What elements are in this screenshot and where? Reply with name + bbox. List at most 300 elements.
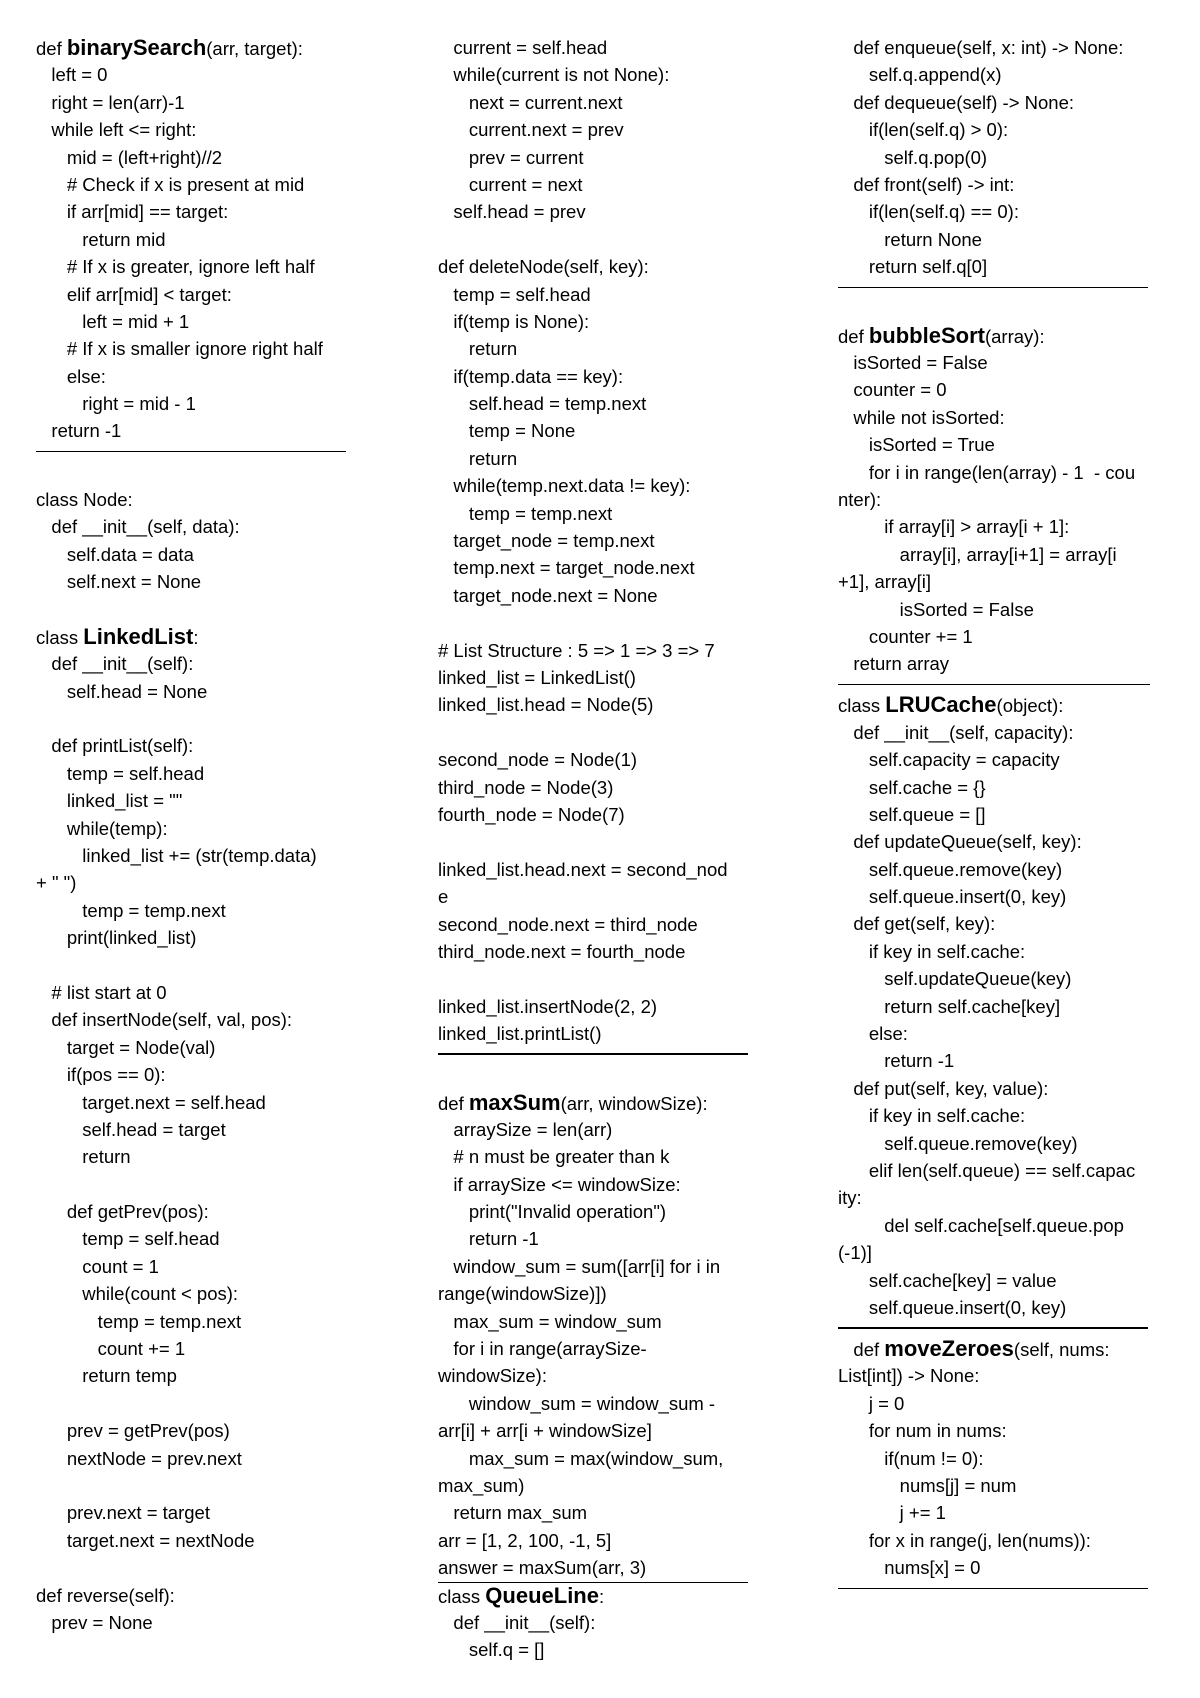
code-text: print(linked_list) [36,927,197,949]
code-text: third_node.next = fourth_node [438,940,686,962]
code-text: max_sum = window_sum [438,1310,662,1332]
code-line [438,856,758,883]
code-text: self.cache[key] = value [838,1269,1057,1291]
code-text: target.next = self.head [36,1091,266,1113]
code-line [36,198,366,225]
code-line [838,650,1178,677]
code-text: return max_sum [438,1502,588,1524]
code-line [438,61,758,88]
code-signature: (arr, windowSize): [560,1092,708,1114]
code-line [438,1308,758,1335]
code-line [438,1472,758,1499]
blank-line [438,965,758,992]
code-line [838,34,1178,61]
code-text: temp = None [438,420,576,442]
code-line [438,500,758,527]
blank-line [438,226,758,253]
code-line [438,253,758,280]
code-line [838,1157,1178,1184]
code-line [438,116,758,143]
code-text: third_node = Node(3) [438,776,614,798]
code-text: for x in range(j, len(nums)): [838,1529,1091,1551]
code-text: self.queue.remove(key) [838,1132,1078,1154]
code-text: while(temp.next.data != key): [438,475,691,497]
code-text: fourth_node = Node(7) [438,803,625,825]
code-column-middle [438,34,758,1664]
code-text: # Check if x is present at mid [36,173,305,195]
code-line [36,979,366,1006]
code-text: temp.next = target_node.next [438,557,695,579]
code-line [838,856,1178,883]
function-name: binarySearch [66,35,207,60]
code-text: arr = [1, 2, 100, -1, 5] [438,1529,612,1551]
code-text: temp = temp.next [36,899,226,921]
code-text: return self.cache[key] [838,995,1061,1017]
code-line [438,1020,758,1047]
code-line [36,1006,366,1033]
code-text: return [438,338,518,360]
code-text: def deleteNode(self, key): [438,256,649,278]
code-line [838,1417,1178,1444]
code-text: target_node.next = None [438,584,658,606]
code-line [36,1335,366,1362]
code-text: current = self.head [438,37,608,58]
code-line-heading [838,322,1178,349]
code-signature: (object): [996,695,1064,717]
section-divider [838,281,1178,295]
code-text: if(temp.data == key): [438,365,624,387]
code-text: range(windowSize)]) [438,1283,607,1305]
code-line [36,541,366,568]
code-signature: : [598,1585,605,1607]
code-line [438,774,758,801]
code-text: isSorted = False [838,598,1034,620]
code-line [438,1116,758,1143]
code-text: self.q.append(x) [838,64,1002,86]
code-line [838,404,1178,431]
code-text: return array [838,653,950,675]
code-line [36,171,366,198]
code-line [838,1047,1178,1074]
code-line [838,459,1178,486]
code-line [36,486,366,513]
code-text: def printList(self): [36,735,194,757]
code-line [36,1089,366,1116]
code-line [36,1527,366,1554]
code-text: # If x is smaller ignore right half [36,338,323,360]
code-text: temp = self.head [36,1228,220,1250]
code-text: # list start at 0 [36,981,167,1003]
code-text: count += 1 [36,1338,186,1360]
blank-line [36,952,366,979]
code-text: prev.next = target [36,1502,210,1524]
code-line-heading [438,1089,758,1116]
section-divider [438,1047,758,1061]
code-line [438,1499,758,1526]
code-line [438,1335,758,1362]
code-line [438,281,758,308]
blank-line [838,294,1178,321]
code-text: elif len(self.queue) == self.capac [838,1160,1136,1181]
code-column-right [838,34,1178,1595]
code-text: if arr[mid] == target: [36,201,229,223]
code-text: if(pos == 0): [36,1064,166,1086]
code-text: linked_list += (str(temp.data) [36,845,317,867]
code-line [838,1130,1178,1157]
code-text: return [36,1146,131,1168]
code-line [438,1417,758,1444]
code-line [36,1143,366,1170]
code-text: for num in nums: [838,1420,1007,1442]
code-text: target_node = temp.next [438,530,655,552]
blank-line [36,596,366,623]
code-line [36,1417,366,1444]
code-line [36,1280,366,1307]
code-line [838,1075,1178,1102]
code-text: next = current.next [438,91,623,113]
code-text: linked_list = LinkedList() [438,666,636,688]
code-line [838,513,1178,540]
code-text: def __init__(self, capacity): [838,721,1074,743]
code-line [36,1445,366,1472]
code-line [438,472,758,499]
code-line [838,623,1178,650]
code-text: def reverse(self): [36,1584,175,1606]
blank-line [36,1171,366,1198]
code-line [438,1171,758,1198]
code-text: nums[x] = 0 [838,1557,981,1579]
code-line [838,116,1178,143]
blank-line [438,609,758,636]
code-text: e [438,886,449,908]
code-text: isSorted = False [838,351,988,373]
code-text: self.data = data [36,543,194,565]
section-divider [838,678,1178,692]
code-text: left = mid + 1 [36,310,190,332]
code-text: counter += 1 [838,625,973,647]
code-line [838,61,1178,88]
code-text: def __init__(self, data): [36,516,240,538]
function-name: QueueLine [485,1582,599,1608]
code-line [36,1362,366,1389]
code-text: def insertNode(self, val, pos): [36,1009,293,1031]
code-text: right = mid - 1 [36,393,196,415]
code-text: self.head = temp.next [438,393,647,415]
function-name: bubbleSort [868,322,985,348]
code-line [36,417,366,444]
code-line [838,568,1178,595]
code-line [838,1020,1178,1047]
code-line [438,1636,758,1663]
code-line [838,1527,1178,1554]
code-line [838,1472,1178,1499]
code-text: nums[j] = num [838,1474,1017,1496]
code-line [36,144,366,171]
code-line [438,554,758,581]
code-text: def getPrev(pos): [36,1201,209,1223]
code-text: current = next [438,173,583,195]
blank-line [36,459,366,486]
code-text: print("Invalid operation") [438,1201,667,1223]
code-line [438,308,758,335]
code-line [838,1102,1178,1129]
code-line-heading [36,623,366,650]
code-line [438,938,758,965]
code-line [838,1554,1178,1581]
code-line [36,513,366,540]
code-line [36,89,366,116]
code-text: array[i], array[i+1] = array[i [838,543,1117,565]
code-text: temp = temp.next [36,1310,242,1332]
code-line [36,61,366,88]
code-text: temp = self.head [438,283,591,305]
code-line [36,815,366,842]
code-line [838,1239,1178,1266]
code-text: return self.q[0] [838,256,988,278]
code-line [438,1362,758,1389]
code-line [438,1225,758,1252]
code-text: nter): [838,488,882,510]
code-line [36,1116,366,1143]
code-text: right = len(arr)-1 [36,91,185,113]
code-line [438,1609,758,1636]
code-text: target = Node(val) [36,1036,216,1058]
code-line [36,116,366,143]
code-text: def enqueue(self, x: int) -> None: [838,37,1124,58]
blank-line [438,719,758,746]
code-text: self.q = [] [438,1639,545,1661]
code-text: if(len(self.q) > 0): [838,119,1009,141]
code-text: current.next = prev [438,119,624,141]
code-text: return -1 [36,420,122,442]
code-text: def dequeue(self) -> None: [838,91,1075,113]
code-keyword-prefix: class [838,695,886,717]
code-line [438,993,758,1020]
code-text: self.head = target [36,1118,226,1140]
function-name: maxSum [468,1089,561,1115]
code-text: self.queue = [] [838,803,986,825]
code-text: return [438,447,518,469]
code-line [838,719,1178,746]
code-text: temp = temp.next [438,502,613,524]
code-text: while(current is not None): [438,64,670,86]
code-line [438,1554,758,1581]
code-line [438,335,758,362]
code-text: self.next = None [36,571,202,593]
code-line [36,787,366,814]
code-text: del self.cache[self.queue.pop [838,1214,1124,1236]
code-line [36,1061,366,1088]
code-line [438,1198,758,1225]
code-text: j = 0 [838,1392,905,1414]
code-line [438,417,758,444]
code-signature: (array): [984,325,1045,347]
code-text: class Node: [36,488,133,510]
section-divider [838,1321,1178,1335]
code-line [838,828,1178,855]
code-text: answer = maxSum(arr, 3) [438,1554,748,1582]
code-line [838,144,1178,171]
code-text: prev = current [438,146,584,168]
code-text: second_node.next = third_node [438,913,698,935]
code-line [838,1445,1178,1472]
code-line [36,1308,366,1335]
code-line [36,678,366,705]
code-line [36,308,366,335]
code-text: prev = None [36,1611,153,1633]
code-line [838,910,1178,937]
code-text: max_sum) [438,1475,525,1496]
code-line [838,171,1178,198]
code-line [36,897,366,924]
code-text: def front(self) -> int: [838,173,1015,195]
code-text: linked_list = "" [36,790,183,812]
code-text: linked_list.insertNode(2, 2) [438,995,658,1017]
code-text: if(num != 0): [838,1447,984,1469]
code-line [838,965,1178,992]
code-keyword-prefix: def [36,38,67,59]
code-signature: : [193,626,199,648]
code-text: while not isSorted: [838,406,1005,428]
code-line [438,883,758,910]
code-text: counter = 0 [838,379,947,401]
function-name: LRUCache [885,692,997,718]
code-text: if(len(self.q) == 0): [838,201,1019,223]
code-text: (-1)] [838,1242,872,1264]
code-line [438,664,758,691]
code-text: return -1 [438,1228,539,1250]
code-text: else: [838,1023,908,1045]
code-line [36,924,366,951]
code-text: second_node = Node(1) [438,749,638,771]
code-line [838,774,1178,801]
code-text: prev = getPrev(pos) [36,1420,230,1442]
code-line [838,376,1178,403]
code-line [838,1267,1178,1294]
code-text: self.q.pop(0) [838,146,988,168]
code-line [838,253,1178,280]
code-line [838,89,1178,116]
code-keyword-prefix: def [838,1339,885,1361]
code-text: if key in self.cache: [838,940,1026,962]
code-line [838,596,1178,623]
code-line [36,253,366,280]
code-text: nextNode = prev.next [36,1447,242,1469]
code-line [36,335,366,362]
code-line [838,541,1178,568]
code-signature: (arr, target): [206,38,303,59]
code-text: linked_list.printList() [438,1023,602,1045]
code-line [36,760,366,787]
code-line-heading [838,691,1178,718]
code-line [36,226,366,253]
code-line-heading [438,1582,758,1609]
code-text: if(temp is None): [438,310,590,332]
code-text: def updateQueue(self, key): [838,831,1082,853]
code-text: # If x is greater, ignore left half [36,256,315,278]
code-line [838,1212,1178,1239]
code-line [838,746,1178,773]
code-text: self.head = prev [438,201,586,223]
code-text: window_sum = window_sum - [438,1392,716,1414]
code-text: for i in range(len(array) - 1 - cou [838,461,1136,483]
code-line [838,1362,1178,1389]
code-text: ity: [838,1187,862,1209]
code-text: mid = (left+right)//2 [36,146,223,168]
code-text: left = 0 [36,64,108,86]
code-text: self.capacity = capacity [838,749,1060,771]
code-text: while(count < pos): [36,1283,239,1305]
code-line [438,527,758,554]
code-line [36,1253,366,1280]
code-text: # n must be greater than k [438,1146,670,1168]
code-text: linked_list.head.next = second_nod [438,858,728,880]
code-line [438,1527,758,1554]
code-text: return None [838,228,982,250]
code-text: # List Structure : 5 => 1 => 3 => 7 [438,639,715,661]
code-line [438,34,758,61]
code-text: +1], array[i] [838,571,932,593]
blank-line [36,1554,366,1581]
code-line [36,1198,366,1225]
code-line [438,911,758,938]
code-text: if array[i] > array[i + 1]: [838,516,1070,538]
code-line [438,1445,758,1472]
code-text: return mid [36,228,166,250]
code-text: if arraySize <= windowSize: [438,1173,681,1195]
code-line [36,568,366,595]
blank-line [36,705,366,732]
code-text: def put(self, key, value): [838,1077,1049,1099]
code-keyword-prefix: def [838,325,869,347]
code-text: else: [36,365,106,387]
blank-line [36,1472,366,1499]
code-line [36,650,366,677]
blank-line [438,1061,758,1088]
code-signature: (self, nums: [1013,1339,1110,1361]
code-line [36,842,366,869]
code-text: self.queue.insert(0, key) [838,886,1067,908]
code-keyword-prefix: def [438,1092,469,1114]
code-line [838,993,1178,1020]
code-line [438,801,758,828]
code-line [438,363,758,390]
code-text: linked_list.head = Node(5) [438,694,654,716]
code-text: isSorted = True [838,434,995,456]
code-line [36,732,366,759]
code-line [438,198,758,225]
function-name: moveZeroes [884,1336,1014,1362]
code-text: + " ") [36,872,77,894]
code-line [838,1499,1178,1526]
code-line [438,445,758,472]
code-line [838,1294,1178,1321]
code-text: def __init__(self): [36,653,194,675]
code-text: max_sum = max(window_sum, [438,1447,724,1469]
code-line [838,349,1178,376]
code-text: if key in self.cache: [838,1105,1026,1127]
code-line [438,691,758,718]
code-line-heading [838,1335,1178,1362]
code-keyword-prefix: class [36,626,84,648]
code-line [36,869,366,896]
code-line-heading [36,34,366,61]
code-line [438,1280,758,1307]
code-text: for i in range(arraySize- [438,1338,647,1360]
code-text: self.cache = {} [838,776,986,798]
code-line [438,1390,758,1417]
code-line [438,637,758,664]
